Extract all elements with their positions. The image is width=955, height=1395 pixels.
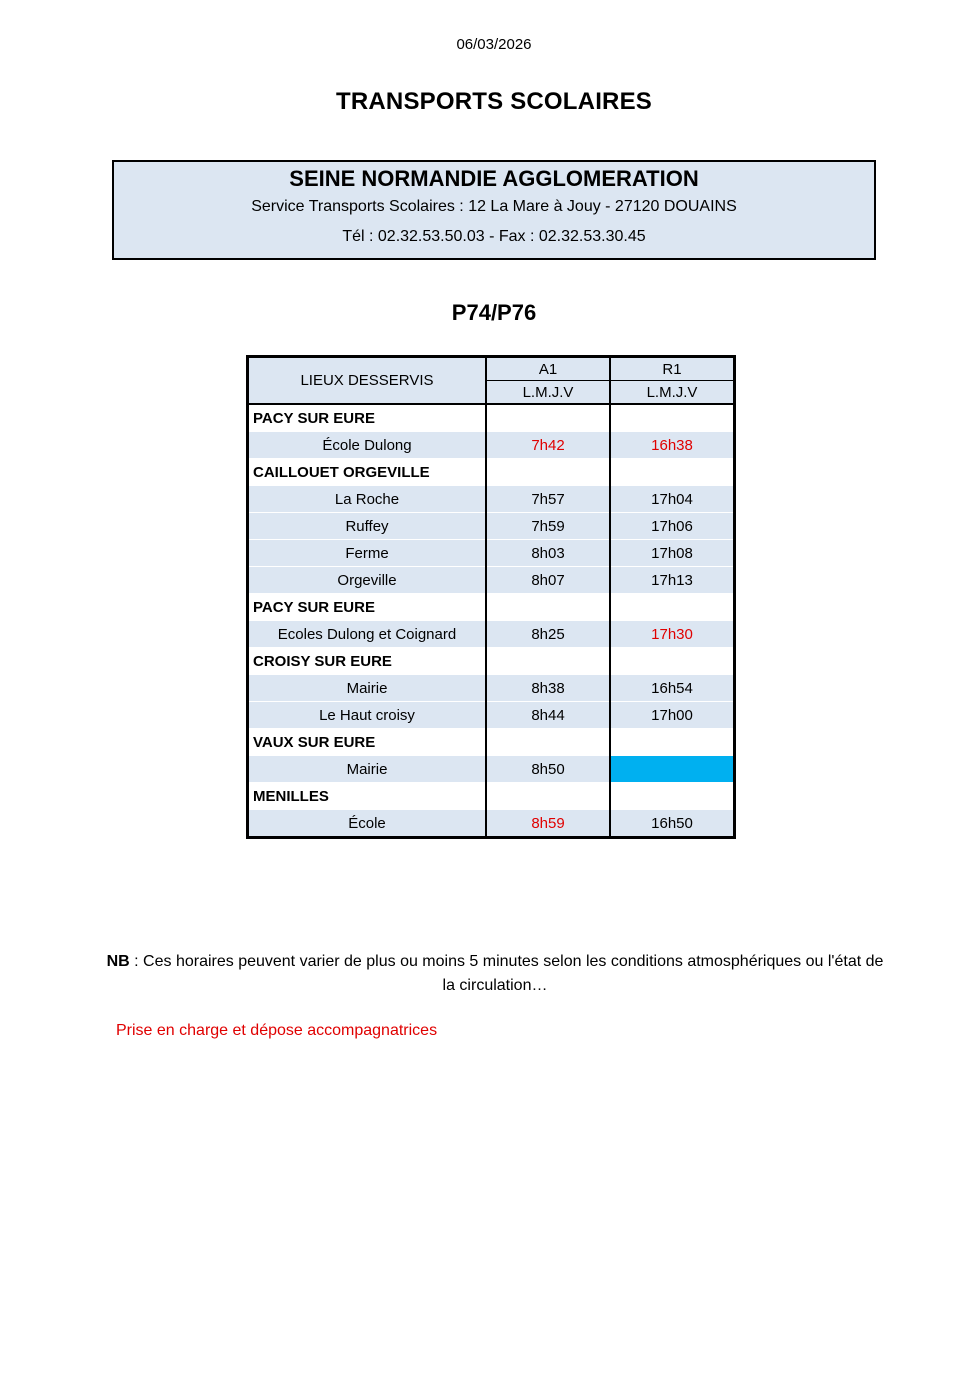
a1-time: 7h57 — [486, 486, 610, 513]
stop-row — [248, 486, 735, 513]
stop-row — [248, 756, 735, 783]
stop-name: Orgeville — [248, 567, 487, 594]
a1-time: 7h42 — [486, 432, 610, 459]
town-row — [248, 459, 735, 486]
a1-time — [486, 594, 610, 621]
stop-name: Ferme — [248, 540, 487, 567]
r1-time — [610, 756, 735, 783]
r1-time: 17h30 — [610, 621, 735, 648]
stop-name: Le Haut croisy — [248, 702, 487, 729]
r1-time: 17h04 — [610, 486, 735, 513]
a1-time: 7h59 — [486, 513, 610, 540]
stop-name: La Roche — [248, 486, 487, 513]
r1-time — [610, 459, 735, 486]
agency-phone: Tél : 02.32.53.50.03 - Fax : 02.32.53.30.45 — [342, 228, 646, 245]
stop-row — [248, 702, 735, 729]
a1-time — [486, 648, 610, 675]
stop-row — [248, 621, 735, 648]
a1-time — [486, 729, 610, 756]
a1-time: 8h59 — [486, 810, 610, 838]
a1-time: 8h03 — [486, 540, 610, 567]
stop-row — [248, 675, 735, 702]
town-row — [248, 404, 735, 432]
a1-time: 8h50 — [486, 756, 610, 783]
nb-text: : Ces horaires peuvent varier de plus ou moins 5 minutes selon les conditions atmosphériques ou l'état de la circulation… — [129, 953, 884, 994]
r1-time — [610, 594, 735, 621]
agency-box — [112, 160, 876, 260]
stop-row — [248, 432, 735, 459]
nb-label: NB — [106, 953, 130, 970]
town-name: PACY SUR EURE — [248, 404, 487, 432]
col-r1-header: R1 — [610, 357, 735, 381]
r1-time: 16h38 — [610, 432, 735, 459]
agency-name: SEINE NORMANDIE AGGLOMERATION — [289, 166, 699, 191]
town-row — [248, 783, 735, 810]
town-row — [248, 594, 735, 621]
town-row — [248, 729, 735, 756]
r1-time — [610, 404, 735, 432]
a1-time: 8h07 — [486, 567, 610, 594]
town-row — [248, 648, 735, 675]
town-name: MENILLES — [248, 783, 487, 810]
nb-note — [100, 950, 890, 998]
r1-time: 16h50 — [610, 810, 735, 838]
places-header: LIEUX DESSERVIS — [248, 357, 487, 405]
a1-time — [486, 404, 610, 432]
a1-time — [486, 459, 610, 486]
r1-time: 17h00 — [610, 702, 735, 729]
r1-time — [610, 648, 735, 675]
escort-note: Prise en charge et dépose accompagnatrices — [116, 1022, 438, 1039]
a1-time: 8h38 — [486, 675, 610, 702]
r1-time: 17h08 — [610, 540, 735, 567]
a1-time — [486, 783, 610, 810]
a1-time: 8h25 — [486, 621, 610, 648]
r1-time: 17h06 — [610, 513, 735, 540]
stop-row — [248, 513, 735, 540]
stop-name: Mairie — [248, 756, 487, 783]
a1-time: 8h44 — [486, 702, 610, 729]
town-name: PACY SUR EURE — [248, 594, 487, 621]
route-title: P74/P76 — [451, 300, 537, 325]
town-name: VAUX SUR EURE — [248, 729, 487, 756]
stop-row — [248, 810, 735, 838]
stop-name: École Dulong — [248, 432, 487, 459]
col-r1-days: L.M.J.V — [610, 381, 735, 405]
col-a1-header: A1 — [486, 357, 610, 381]
town-name: CROISY SUR EURE — [248, 648, 487, 675]
stop-name: Mairie — [248, 675, 487, 702]
stop-row — [248, 540, 735, 567]
timetable — [246, 355, 736, 839]
stop-name: Ecoles Dulong et Coignard — [248, 621, 487, 648]
stop-row — [248, 567, 735, 594]
r1-time — [610, 729, 735, 756]
stop-name: École — [248, 810, 487, 838]
stop-name: Ruffey — [248, 513, 487, 540]
col-a1-days: L.M.J.V — [486, 381, 610, 405]
agency-address: Service Transports Scolaires : 12 La Mare à Jouy - 27120 DOUAINS — [251, 198, 737, 215]
r1-time: 17h13 — [610, 567, 735, 594]
document-date: 06/03/2026 — [456, 36, 532, 53]
town-name: CAILLOUET ORGEVILLE — [248, 459, 487, 486]
r1-time — [610, 783, 735, 810]
r1-time: 16h54 — [610, 675, 735, 702]
document-title: TRANSPORTS SCOLAIRES — [335, 88, 653, 115]
